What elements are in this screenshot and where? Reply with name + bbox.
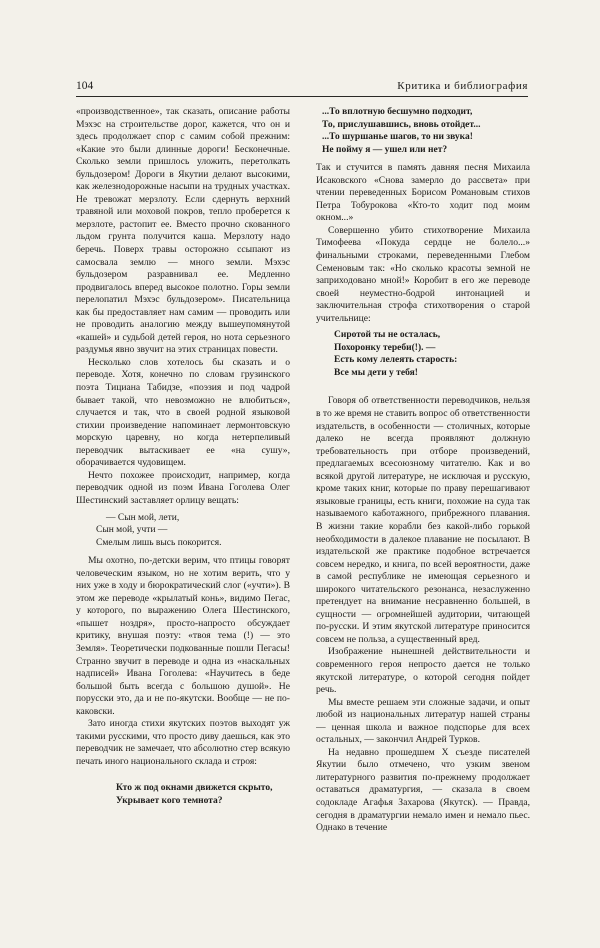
paragraph: Говоря об ответственности переводчиков, нельзя в то же время не ставить вопрос об ответственности издательств, в особенности — столичных, которые далеко не всегда проявляют должную требовательность при отборе произведений, предлагаемых всесоюзному читателю. Как и во всякой другой литературе, не исключая и русскую, кроме таких книг, которые по праву перешагивают языковые границы, есть книги, похожие на суда так называемого каботажного, прибрежного плавания. В жизни такие корабли без какой-либо горькой необходимости в далекое плавание не посылают. В издательской же практике подобное встречается совсем нередко, и книга, по всей вероятности, даже в самой республике не имеющая серьезного и широкого читательского резонанса, незаслуженно претендует на внимание несравненно большей, в сущности — огромнейшей аудитории, читающей по-русски. И этим якутской литературе приносится совсем не польза, а существенный вред. — [316, 395, 530, 645]
paragraph: Зато иногда стихи якутских поэтов выходят уж такими русскими, что просто диву даешься, как это переводчик не замечает, что абсолютно стер всякую печать иного национального склада и строя: — [76, 718, 290, 767]
verse-line: — Сын мой, лети, — [106, 512, 180, 523]
section-title: Критика и библиография — [397, 80, 528, 92]
verse-line: Смелым лишь высь покорится. — [96, 537, 222, 548]
verse-line: То, прислушавшись, вновь отойдет... — [322, 119, 481, 130]
verse-line: Кто ж под окнами движется скрыто, — [116, 783, 273, 794]
verse-line: Не пойму я — ушел или нет? — [322, 144, 448, 155]
left-column — [76, 106, 290, 926]
paragraph: Мы охотно, по-детски верим, что птицы говорят человеческим языком, но не хотим верить, что у них уже в ходу и бюрократический слог («учти»). В этом же переводе «крылатый конь», видимо Пегас, у которого, по выражению Олега Шестинского, «пышет ноздря», просто-напросто обсуждает критику, внушая поэту: «твоя тема (!) — это Земля». Теоретически подкованные пошли Пегасы! Странно звучит в переводе и одна из «наскальных надписей» Ивана Гоголева: «Научитесь в беде большой быть всегда с большою душой». Не порусски это, да и не по-якутски. Вообще — не по-каковски. — [76, 555, 290, 717]
verse-line: ...То вплотную бесшумно подходит, — [322, 107, 473, 117]
verse-line: Укрывает кого темнота? — [116, 795, 223, 806]
verse-line: Сын мой, учти — — [96, 525, 168, 536]
paragraph: «производственное», так сказать, описание работы Мэхэс на строительстве дорог, кажется, что он и здесь продолжает спор с самим собой прежним: «Какие это были длинные дороги! Бесконечные. Сколько земли пришлось уложить, перетолкать бульдозером! Дороги в Якутии делают высокими, как железнодорожные насыпи на трудных участках. Не тревожат мерзлоту. Если сдернуть верхний травяной или моховой покров, тепло проберется к мерзлоте, растопит ее. Вместо прочно скованного льдом грунта получится каша. Мерзлоту надо беречь. Поверх травы осторожно ссыпают из самосвала землю — много земли. Мэхэс бульдозером разравнивал ее. Медленно продвигалось вперед высокое полотно. Горы земли перелопатил Мэхэс бульдозером». Писательница как бы предоставляет нам самим — проводить или не проводить аналогию между вышеупомянутой «кашей» и судьбой детей героя, но нота серьезного раздумья явно звучит на этих страницах повести. — [76, 106, 290, 356]
verse-quote — [316, 106, 530, 156]
paragraph: Мы вместе решаем эти сложные задачи, и опыт любой из национальных литератур нашей страны — ценная школа и важное подспорье для всех остальных, — закончил Андрей Турков. — [316, 696, 530, 746]
paragraph: Несколько слов хотелось бы сказать и о переводе. Хотя, конечно по словам грузинского поэта Тициана Табидзе, «поэзия и под чадрой бывает такой, что невозможно не влюбиться», случается и так, что в своей родной языковой стихии произведение напоминает лермонтовскую морскую царевну, но когда нетерпеливый переводчик вытаскивает ее «на сушу», оборачивается чудовищем. — [76, 356, 290, 469]
page-number: 104 — [76, 80, 94, 92]
verse-line: ...То шуршанье шагов, то ни звука! — [322, 132, 473, 143]
paragraph: Так и стучится в память давняя песня Михаила Исаковского «Снова замерло до рассвета» при чтении переведенных Борисом Романовым стихов Петра Тобурокова «Кто-то ходит под моим окном...» — [316, 162, 530, 224]
section-gap — [316, 385, 530, 395]
paragraph: Совершенно убито стихотворение Михаила Тимофеева «Покуда сердце не болело...» финальными строками, переведенными Глебом Семеновым так: «Но сколько красоты земной не заприходовано мной!» Коробит в его же переводе своей неуместно-бодрой интонацией и заключительная строфа стихотворения о старой учительнице: — [316, 224, 530, 324]
paragraph: На недавно прошедшем X съезде писателей Якутии было отмечено, что узким звеном литературного развития по-прежнему продолжает оставаться драматургия, — сказала в своем содокладе Агафья Захарова (Якутск). — Правда, сегодня в драматургии немало имен и немало пьес. Однако в течение — [316, 746, 530, 834]
verse-line: Все мы дети у тебя! — [334, 367, 418, 378]
verse-quote — [76, 782, 290, 807]
verse-line: Похоронку тереби(!). — — [334, 342, 436, 353]
verse-quote — [76, 512, 290, 550]
verse-quote — [316, 329, 530, 379]
paragraph: Изображение нынешней действительности и современного героя непросто дается не только якутской литературе, о которой сегодня пойдет речь. — [316, 646, 530, 696]
right-column — [316, 106, 530, 926]
paragraph: Нечто похожее происходит, например, когда переводчик одной из поэм Ивана Гоголева Олег Шестинский заставляет орлицу вещать: — [76, 469, 290, 506]
verse-line: Есть кому лелеять старость: — [334, 355, 458, 366]
running-header — [76, 80, 528, 97]
verse-line: Сиротой ты не осталась, — [334, 330, 441, 341]
